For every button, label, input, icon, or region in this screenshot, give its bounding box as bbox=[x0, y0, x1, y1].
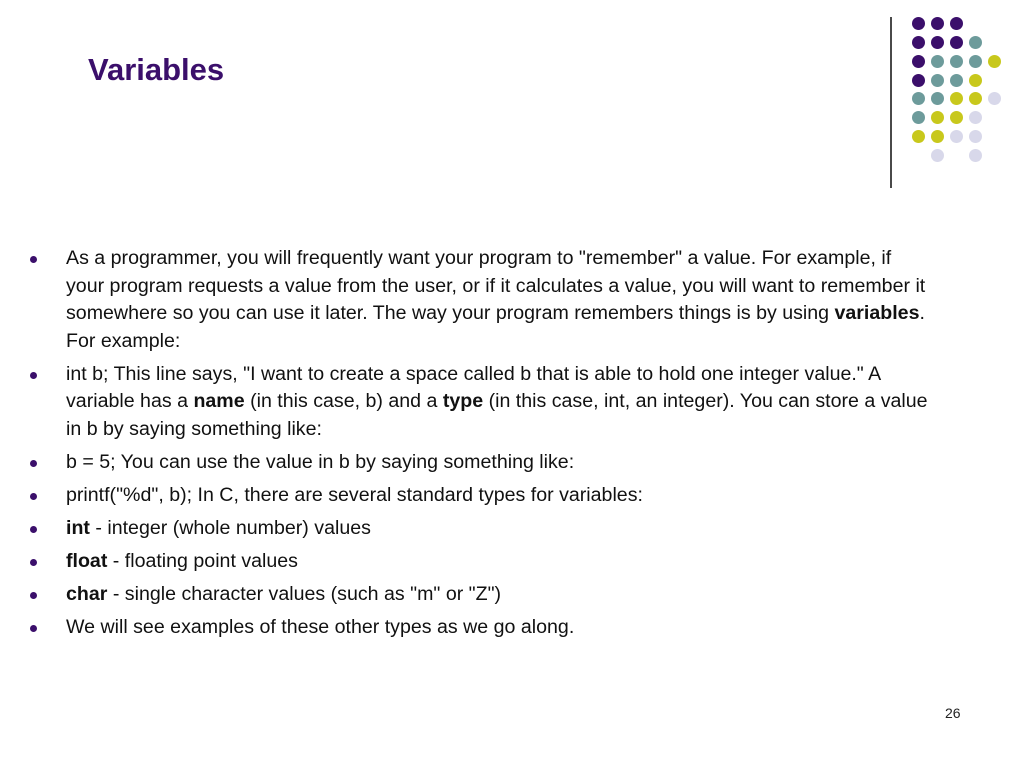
bullet-item bbox=[30, 614, 930, 642]
bullet-dot-icon bbox=[30, 526, 37, 533]
decor-dot bbox=[912, 92, 925, 105]
bullet-text: int b; This line says, "I want to create a space called b that is able to hold one integer value." A variable has a bbox=[66, 362, 881, 412]
divider-line bbox=[890, 17, 892, 188]
bullet-bold-term: name bbox=[193, 390, 245, 412]
bullet-dot-icon bbox=[30, 460, 37, 467]
bullet-dot-icon bbox=[30, 592, 37, 599]
bullet-text: b = 5; You can use the value in b by saying something like: bbox=[66, 450, 575, 473]
bullet-bold-term: char bbox=[66, 582, 108, 605]
bullet-item bbox=[30, 515, 930, 543]
decor-dot bbox=[950, 17, 963, 30]
bullet-dot-icon bbox=[30, 256, 37, 263]
decor-dot bbox=[969, 92, 982, 105]
bullet-item bbox=[30, 482, 930, 510]
bullet-text: (in this case, int, an integer). You can store a value in b by saying something like: bbox=[66, 390, 928, 440]
decor-dot bbox=[931, 92, 944, 105]
bullet-bold-term: type bbox=[442, 390, 484, 412]
decor-dot bbox=[988, 55, 1001, 68]
decor-dot bbox=[988, 92, 1001, 105]
decor-dot bbox=[912, 17, 925, 30]
bullet-text: - floating point values bbox=[107, 549, 298, 572]
decor-dot bbox=[912, 55, 925, 68]
bullet-item bbox=[30, 361, 930, 444]
bullet-item bbox=[30, 449, 930, 477]
decor-dot bbox=[931, 17, 944, 30]
bullet-text: printf("%d", b); In C, there are several standard types for variables: bbox=[66, 483, 643, 506]
page-number: 26 bbox=[945, 705, 961, 721]
bullet-list bbox=[30, 245, 930, 647]
bullet-dot-icon bbox=[30, 559, 37, 566]
bullet-item bbox=[30, 581, 930, 609]
bullet-text: . For example: bbox=[66, 302, 925, 352]
decor-dot bbox=[969, 74, 982, 87]
decor-dot bbox=[931, 74, 944, 87]
slide-title: Variables bbox=[88, 52, 225, 87]
decor-dot bbox=[912, 36, 925, 49]
decor-dot bbox=[950, 74, 963, 87]
decor-dot bbox=[969, 36, 982, 49]
bullet-bold-term: variables bbox=[834, 302, 920, 324]
decor-dot bbox=[969, 130, 982, 143]
decor-dot bbox=[950, 130, 963, 143]
decorative-dot-grid bbox=[0, 0, 1024, 200]
bullet-item bbox=[30, 548, 930, 576]
bullet-bold-term: float bbox=[66, 549, 108, 572]
bullet-dot-icon bbox=[30, 372, 37, 379]
bullet-text: - integer (whole number) values bbox=[89, 516, 371, 539]
decor-dot bbox=[931, 130, 944, 143]
decor-dot bbox=[950, 55, 963, 68]
bullet-text: (in this case, b) and a bbox=[244, 390, 443, 412]
bullet-dot-icon bbox=[30, 625, 37, 632]
decor-dot bbox=[931, 55, 944, 68]
decor-dot bbox=[931, 111, 944, 124]
decor-dot bbox=[912, 130, 925, 143]
decor-dot bbox=[912, 111, 925, 124]
bullet-text: As a programmer, you will frequently want your program to "remember" a value. For example, if your program requests a value from the user, or if it calculates a value, you will want to remember it somewhere so you can use it later. The way your program remembers things is by using bbox=[66, 247, 926, 324]
decor-dot bbox=[931, 149, 944, 162]
decor-dot bbox=[950, 36, 963, 49]
decor-dot bbox=[969, 111, 982, 124]
bullet-item bbox=[30, 245, 930, 355]
decor-dot bbox=[912, 74, 925, 87]
decor-dot bbox=[969, 55, 982, 68]
bullet-bold-term: int bbox=[66, 516, 90, 539]
bullet-text: - single character values (such as "m" or "Z") bbox=[107, 582, 502, 605]
decor-dot bbox=[931, 36, 944, 49]
bullet-dot-icon bbox=[30, 493, 37, 500]
bullet-text: We will see examples of these other types as we go along. bbox=[66, 615, 575, 638]
decor-dot bbox=[950, 92, 963, 105]
decor-dot bbox=[969, 149, 982, 162]
decor-dot bbox=[950, 111, 963, 124]
